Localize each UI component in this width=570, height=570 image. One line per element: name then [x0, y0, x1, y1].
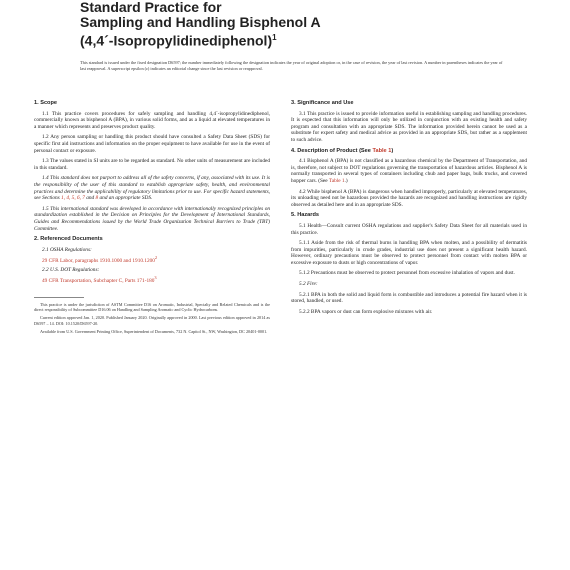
dot-regulations-label: 2.2 U.S. DOT Regulations:: [42, 266, 100, 273]
cfr-labor-link[interactable]: 29 CFR Labor, paragraphs 1910.1000 and 1910.1200$^2$: [42, 255, 158, 265]
title-line-1: Standard Practice for: [80, 0, 222, 15]
footnote-3: Available from U.S. Government Printing Office, Superintendent of Documents, 732 N. Capitol St., NW, Washington, DC 20401-0001.: [40, 329, 268, 335]
section-heading-referenced-documents: 2. Referenced Documents: [34, 236, 103, 243]
title-line-3: (4,4´-Isopropylidinediphenol)$^1$: [80, 32, 277, 49]
paragraph-1-4: 1.4 This standard does not purport to address all of the safety concerns, if any, associated with its use. It is the responsibility of the user of this standard to establish appropriate safety, health, and environmental practices and determine the applicability of regulatory limitations prior to use. For specific hazard statements, see Sections 1, 4, 5, 6, 7 and 8 and an appropriate SDS.: [34, 175, 270, 202]
paragraph-1-1: 1.1 This practice covers procedures for safely sampling and handling 4,4´-isopropylidinediphenol, commercially known as bisphenol A (BPA), in various solid forms, and as a liquid at elevated temperatures in a manner which represents and preserves product quality.: [34, 110, 270, 130]
footnote-1: This practice is under the jurisdiction of ASTM Committee D16 on Aromatic, Industrial, Specialty and Related Chemicals and is the direct responsibility of Subcommittee D16.06 on Handling and Sampling Aromatic and Cyclic Hydrocarbons.: [34, 301, 270, 312]
section-8-link[interactable]: 8: [95, 195, 99, 202]
section-heading-scope: 1. Scope: [34, 100, 58, 106]
section-links[interactable]: 1, 4, 5, 6, 7: [61, 195, 85, 202]
section-heading-hazards: 5. Hazards: [291, 212, 319, 219]
document-title: [80, 0, 520, 49]
paragraph-3-1: 3.1 This practice is issued to provide information useful in establishing sampling and handling procedures. It is expected that this information will only be utilized in conjunction with an existing health and safety program and consultation with an appropriate SDS. The information provided herein cannot be used as a substitute for expert safety and medical advice as provided in an appropriate SDS, but rather as a supplement to such advice.: [291, 110, 527, 143]
paragraph-1-2: 1.2 Any person sampling or handling this product should have consulted a Safety Data Sheet (SDS) for specific first aid instructions and information on the proper equipment to have available for use in the event of personal contact or exposure.: [34, 134, 270, 154]
title-footnote-mark: 1: [272, 33, 277, 42]
paragraph-5-2: 5.2 Fire:: [299, 281, 318, 288]
section-heading-description: 4. Description of Product (See Table 1): [291, 147, 394, 154]
table-1-inline-link[interactable]: Table 1: [328, 177, 345, 184]
right-column: [291, 97, 527, 319]
cfr-transportation-link[interactable]: 49 CFR Transportation, Subchapter C, Parts $171-180^3$: [42, 275, 157, 284]
footnote-edition: Current edition approved Jan. 1, 2020. Published January 2020. Originally approved in 2000. Last previous edition approved in 2014 as D6597 – 14. DOI: 10.1520/D6597-20.: [34, 315, 270, 326]
paragraph-1-5: 1.5 This international standard was developed in accordance with internationally recognized principles on standardization established in the Decision on Principles for the Development of International Standards, Guides and Recommendations issued by the World Trade Organization Technical Barriers to Trade (TBT) Committee.: [34, 205, 270, 232]
paragraph-1-3: 1.3 The values stated in SI units are to be regarded as standard. No other units of measurement are included in this standard.: [34, 158, 270, 171]
paragraph-5-1-1: 5.1.1 Aside from the risk of thermal burns in handling BPA when molten, and a possibility of dermatitis from impurities, particularly in crude grades, industrial use does not present a significant health hazard. However, ordinary precautions must be observed to protect personnel from contact with molten BPA or excessive exposure to dusts or high concentrations of vapor.: [291, 240, 527, 266]
paragraph-5-2-1: 5.2.1 BPA in both the solid and liquid form is combustible and introduces a potential fire hazard when it is stored, handled, or used.: [291, 291, 527, 305]
paragraph-4-2: 4.2 While bisphenol A (BPA) is dangerous when handled improperly, particularly at elevated temperatures, its unloading need not be hazardous provided the hazards are recognized and handling instructions are rigidly observed as detailed here and in an appropriate SDS.: [291, 188, 527, 208]
title-line-2: Sampling and Handling Bisphenol A: [80, 14, 321, 30]
left-column: [34, 97, 270, 338]
table-1-link[interactable]: Table 1: [372, 147, 392, 154]
paragraph-5-2-2: 5.2.2 BPA vapors or dust can form explosive mixtures with air.: [299, 308, 433, 315]
osha-regulations-label: 2.1 OSHA Regulations:: [42, 246, 92, 253]
paragraph-5-1-2: 5.1.2 Precautions must be observed to protect personnel from excessive inhalation of vapors and dust.: [299, 270, 515, 277]
section-heading-significance: 3. Significance and Use: [291, 100, 354, 106]
footnote-divider: [34, 297, 84, 298]
paragraph-4-1: 4.1 Bisphenol A (BPA) is not classified as a hazardous chemical by the Department of Transportation, and is, therefore, not subject to DOT regulations governing the transportation of hazardous articles. Bisphenol A is normally transported in several types of containers including chub and paper bags, bulk trucks, and covered hopper cars. (See Table 1.): [291, 158, 527, 184]
paragraph-5-1: 5.1 Health—Consult current OSHA regulations and supplier's Safety Data Sheet for all materials used in this practice.: [291, 222, 527, 236]
designation-notice: This standard is issued under the fixed designation D6597; the number immediately following the designation indicates the year of original adoption or, in the case of revision, the year of last revision. A number in parentheses indicates the year of last reapproval. A superscript epsilon (ε) indicates an editorial change since the last revision or reapproval.: [80, 60, 503, 71]
